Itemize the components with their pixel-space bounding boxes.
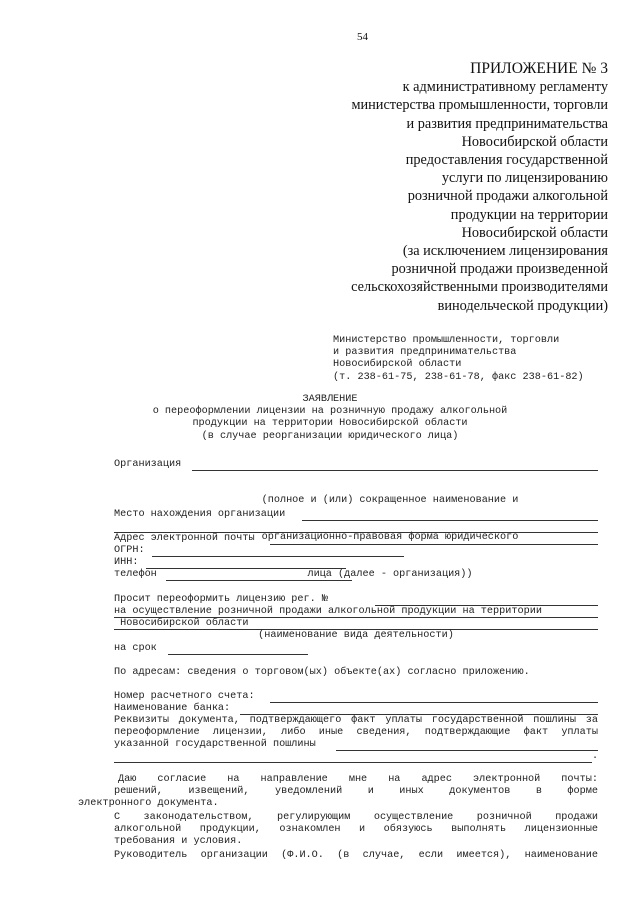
fee-paragraph — [114, 715, 598, 752]
consent-line: электронного документа. — [78, 798, 219, 810]
appendix-line: и развития предпринимательства — [406, 115, 608, 132]
appendix-line: к административному регламенту — [402, 79, 608, 96]
title-line: о переоформлении лицензии на розничную продажу алкогольной — [152, 406, 508, 418]
appendix-line: Новосибирской области — [461, 224, 608, 241]
activity-line: Новосибирской области — [114, 618, 249, 629]
fee-field-continuation[interactable] — [114, 762, 592, 763]
activity-hint: (наименование вида деятельности) — [258, 630, 454, 641]
fee-end: . — [592, 751, 599, 762]
document-title — [110, 394, 550, 443]
law-line: алкогольной продукции, ознакомлен и обязуюсь выполнять лицензионные — [114, 824, 598, 836]
phone-field[interactable] — [166, 580, 352, 581]
appendix-heading: ПРИЛОЖЕНИЕ № 3 — [470, 60, 608, 77]
organization-hint — [230, 471, 550, 605]
addressee-line: Новосибирской области — [333, 359, 462, 371]
appendix-header — [278, 60, 608, 315]
appendix-line: (за исключением лицензирования — [402, 243, 608, 260]
fee-line: указанной государственной пошлины — [114, 739, 316, 751]
inn-label: ИНН: — [114, 557, 139, 568]
title-heading: ЗАЯВЛЕНИЕ — [302, 394, 358, 405]
page-number: 54 — [357, 31, 368, 43]
fee-line: переоформление лицензии, либо иные сведения, подтверждающие факт уплаты — [114, 727, 598, 739]
ogrn-label: ОГРН: — [114, 545, 145, 556]
hint-line: лица (далее - организация)) — [307, 568, 473, 580]
term-label: на срок — [114, 643, 157, 654]
addressee-line: Министерство промышленности, торговли — [333, 335, 560, 346]
term-field[interactable] — [168, 654, 308, 655]
bank-label: Наименование банка: — [114, 703, 231, 714]
appendix-line: предоставления государственной — [405, 152, 608, 169]
account-field[interactable] — [270, 702, 598, 703]
ogrn-field[interactable] — [152, 556, 404, 557]
appendix-line: сельскохозяйственными производителями — [351, 279, 608, 296]
appendix-line: винодельческой продукции) — [437, 297, 608, 314]
consent-line: Даю согласие на направление мне на адрес электронной почты: — [118, 774, 598, 785]
activity-line: на осуществление розничной продажи алкогольной продукции на территории — [114, 606, 542, 617]
location-label: Место нахождения организации — [114, 509, 286, 520]
account-label: Номер расчетного счета: — [114, 691, 255, 702]
consent-line: решений, извещений, уведомлений и иных документов в форме — [114, 786, 598, 798]
addresses-line: По адресам: сведения о торговом(ых) объекте(ах) согласно приложению. — [114, 667, 530, 678]
appendix-line: услуги по лицензированию — [441, 170, 608, 187]
phone-label: телефон — [114, 569, 157, 580]
head-paragraph — [114, 850, 598, 862]
title-line: продукции на территории Новосибирской области — [192, 418, 468, 430]
addressee-line: и развития предпринимательства — [333, 347, 517, 359]
title-line: (в случае реорганизации юридического лица) — [201, 430, 459, 442]
law-line: С законодательством, регулирующим осуществление розничной продажи — [114, 812, 598, 823]
fee-line: Реквизиты документа, подтверждающего факт уплаты государственной пошлины за — [114, 715, 598, 726]
email-label: Адрес электронной почты — [114, 533, 255, 544]
hint-line: организационно-правовая форма юридического — [261, 532, 519, 544]
organization-label: Организация — [114, 459, 182, 470]
appendix-line: продукции на территории — [450, 206, 608, 223]
fee-field[interactable] — [336, 750, 598, 751]
law-paragraph — [114, 812, 598, 849]
consent-paragraph — [78, 774, 598, 811]
appendix-line: министерства промышленности, торговли — [351, 97, 608, 114]
hint-line: (полное и (или) сокращенное наименование и — [261, 495, 519, 507]
appendix-line: розничной продажи алкогольной — [407, 188, 608, 205]
law-line: требования и условия. — [114, 836, 243, 848]
addressee-block — [333, 335, 584, 384]
inn-field[interactable] — [146, 568, 346, 569]
addressee-line: (т. 238-61-75, 238-61-78, факс 238-61-82) — [333, 371, 584, 383]
location-field[interactable] — [302, 520, 598, 521]
request-line: Просит переоформить лицензию рег. № — [114, 594, 328, 605]
appendix-line: Новосибирской области — [461, 133, 608, 150]
email-field[interactable] — [270, 544, 598, 545]
head-line: Руководитель организации (Ф.И.О. (в случае, если имеется), наименование — [114, 850, 598, 861]
appendix-line: розничной продажи произведенной — [391, 261, 608, 278]
